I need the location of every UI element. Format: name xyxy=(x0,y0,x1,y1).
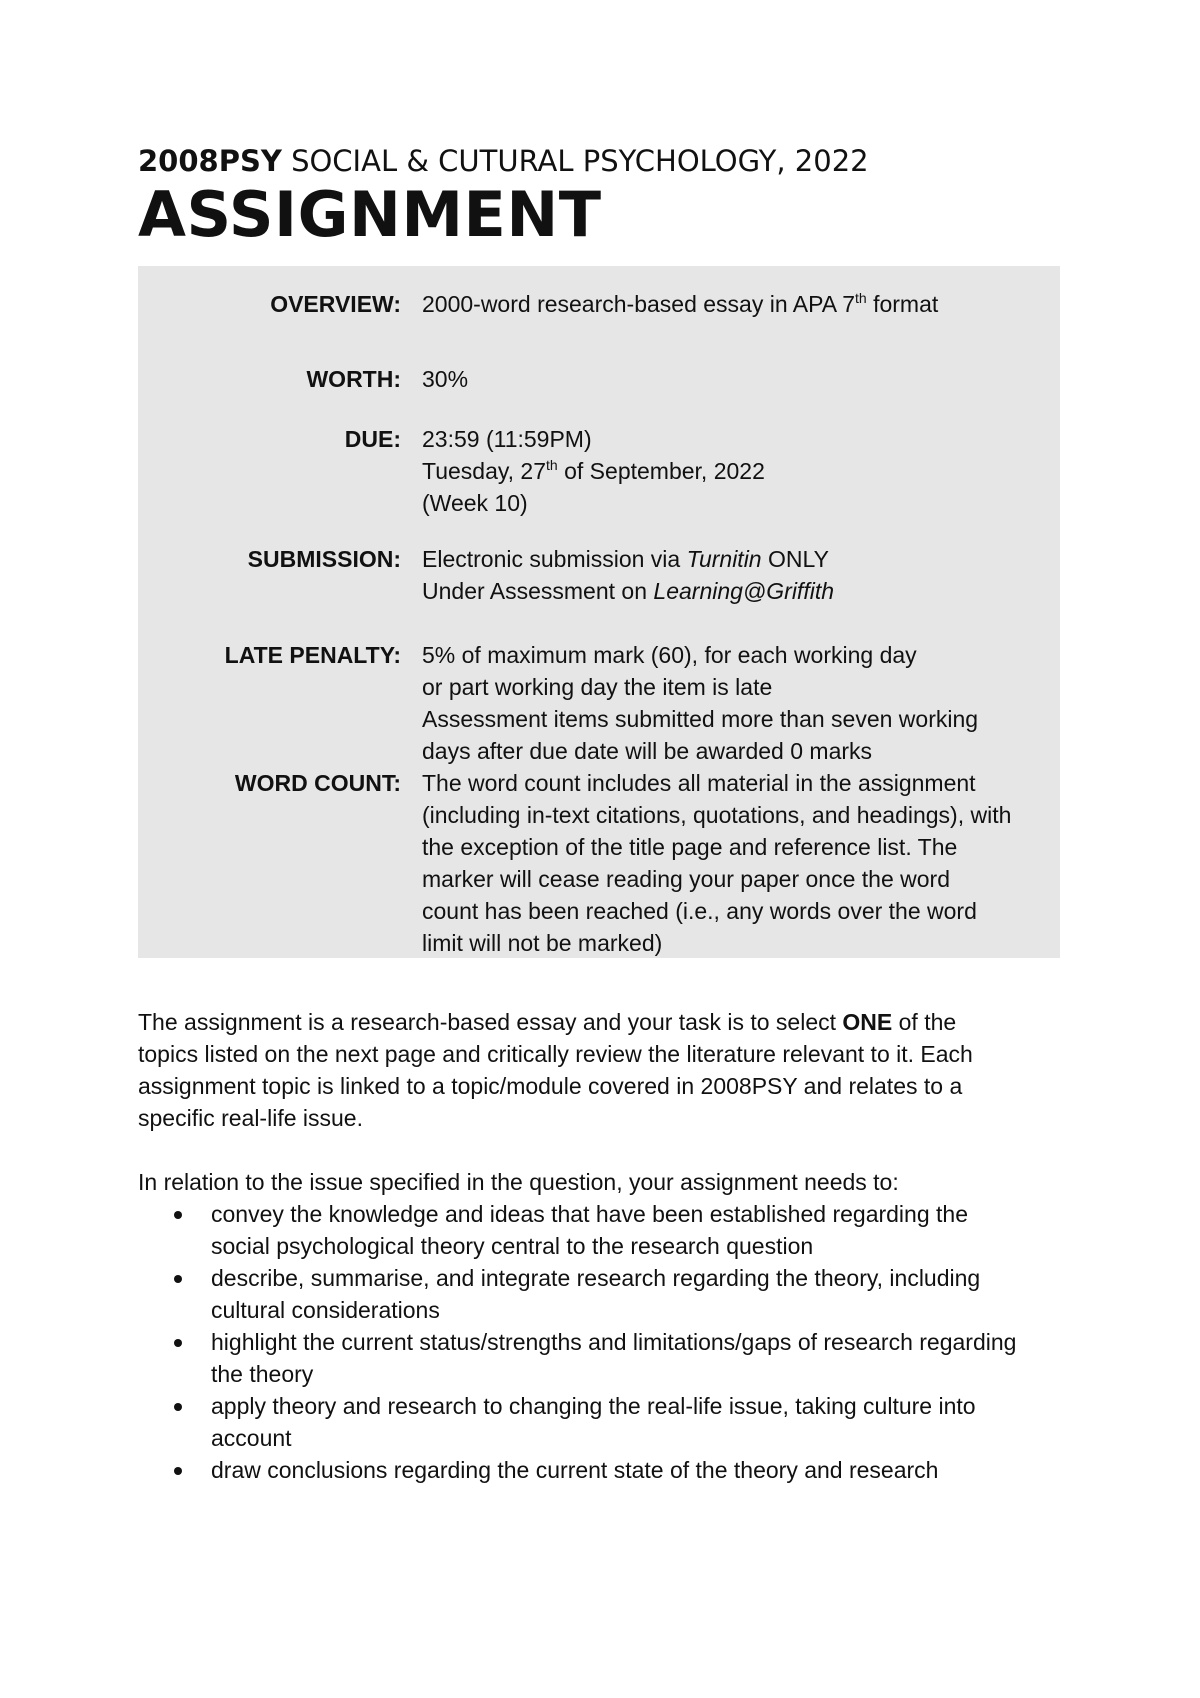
intro-line: assignment topic is linked to a topic/module covered in 2008PSY and relates to a xyxy=(138,1073,963,1099)
intro-text-end: of the xyxy=(892,1009,957,1035)
bullet-icon xyxy=(174,1211,182,1219)
word-count-value xyxy=(422,767,1052,959)
submission-label: SUBMISSION: xyxy=(247,546,401,572)
late-penalty-line: or part working day the item is late xyxy=(422,674,773,700)
list-item-line: the theory xyxy=(211,1361,314,1387)
word-count-line: marker will cease reading your paper once the word xyxy=(422,866,950,892)
course-name: SOCIAL & CUTURAL PSYCHOLOGY, 2022 xyxy=(281,144,869,178)
list-item-line: draw conclusions regarding the current state of the theory and research xyxy=(211,1457,939,1483)
bullet-icon xyxy=(174,1275,182,1283)
due-date xyxy=(422,455,1052,487)
due-time: 23:59 (11:59PM) xyxy=(422,426,592,452)
list-item xyxy=(138,1262,1068,1326)
course-heading xyxy=(138,142,1068,180)
late-penalty-line: Assessment items submitted more than seven working xyxy=(422,706,979,732)
list-item-line: describe, summarise, and integrate research regarding the theory, including xyxy=(211,1265,981,1291)
list-item-line: social psychological theory central to the research question xyxy=(211,1233,814,1259)
submission-value xyxy=(422,543,1052,607)
assignment-info-box xyxy=(138,266,1060,958)
word-count-label: WORD COUNT: xyxy=(234,770,401,796)
due-week: (Week 10) xyxy=(422,490,528,516)
page-content xyxy=(138,142,1068,1483)
submission-location-text: Under Assessment on xyxy=(422,578,654,604)
overview-text-end: format xyxy=(866,291,939,317)
late-penalty-line: 5% of maximum mark (60), for each working day xyxy=(422,642,917,668)
list-item-line: account xyxy=(211,1425,292,1451)
late-penalty-line: days after due date will be awarded 0 marks xyxy=(422,738,873,764)
due-date-superscript: th xyxy=(546,457,558,473)
list-item xyxy=(138,1198,1068,1262)
submission-text-end: ONLY xyxy=(761,546,829,572)
word-count-line: the exception of the title page and reference list. The xyxy=(422,834,958,860)
list-item xyxy=(138,1326,1068,1390)
overview-superscript: th xyxy=(855,290,867,306)
intro-line: topics listed on the next page and critically review the literature relevant to it. Each xyxy=(138,1041,973,1067)
list-item xyxy=(138,1390,1068,1454)
worth-text: 30% xyxy=(422,366,469,392)
due-label: DUE: xyxy=(344,426,401,452)
requirements-list xyxy=(138,1198,1068,1486)
intro-paragraph xyxy=(138,1006,1068,1134)
list-item-line: highlight the current status/strengths and limitations/gaps of research regarding xyxy=(211,1329,1017,1355)
submission-text: Electronic submission via xyxy=(422,546,687,572)
list-item-line: apply theory and research to changing the real-life issue, taking culture into xyxy=(211,1393,976,1419)
overview-text: 2000-word research-based essay in APA 7 xyxy=(422,291,855,317)
list-item-line: cultural considerations xyxy=(211,1297,440,1323)
late-penalty-value xyxy=(422,639,1052,767)
worth-label: WORTH: xyxy=(306,366,401,392)
list-item xyxy=(138,1454,1068,1486)
document-title: ASSIGNMENT xyxy=(138,178,602,251)
bullet-icon xyxy=(174,1339,182,1347)
overview-label: OVERVIEW: xyxy=(270,291,401,317)
word-count-line: The word count includes all material in the assignment xyxy=(422,770,976,796)
intro-text: The assignment is a research-based essay and your task is to select xyxy=(138,1009,843,1035)
word-count-line: (including in-text citations, quotations, and headings), with xyxy=(422,802,1012,828)
due-date-text-end: of September, 2022 xyxy=(557,458,765,484)
bullet-icon xyxy=(174,1467,182,1475)
word-count-line: limit will not be marked) xyxy=(422,930,663,956)
due-value xyxy=(422,423,1052,519)
requirements-lead: In relation to the issue specified in the question, your assignment needs to: xyxy=(138,1169,899,1195)
word-count-line: count has been reached (i.e., any words over the word xyxy=(422,898,977,924)
intro-line: specific real-life issue. xyxy=(138,1105,363,1131)
submission-platform: Turnitin xyxy=(686,546,762,572)
submission-portal: Learning@Griffith xyxy=(653,578,835,604)
overview-value xyxy=(422,288,1052,320)
list-item-line: convey the knowledge and ideas that have been established regarding the xyxy=(211,1201,968,1227)
due-date-text: Tuesday, 27 xyxy=(422,458,547,484)
worth-value xyxy=(422,363,1052,395)
bullet-icon xyxy=(174,1403,182,1411)
intro-emphasis: ONE xyxy=(842,1009,893,1035)
late-penalty-label: LATE PENALTY: xyxy=(224,642,401,668)
course-code: 2008PSY xyxy=(138,144,282,178)
